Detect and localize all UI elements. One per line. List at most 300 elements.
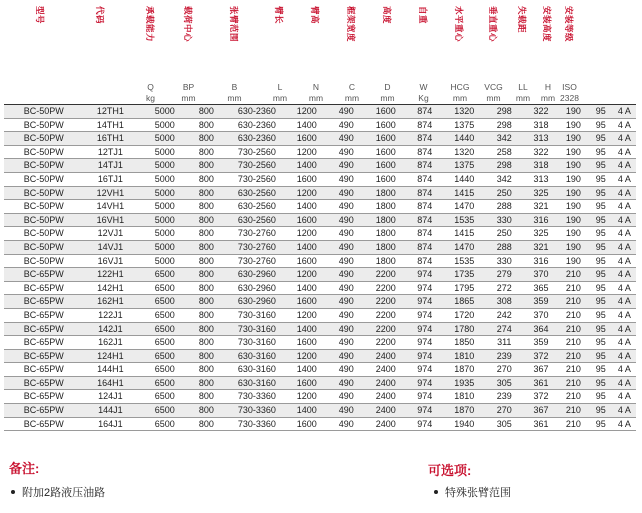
table-cell: 5000 — [143, 254, 186, 268]
column-title: 高度 — [381, 6, 392, 25]
column-symbol: BP — [182, 82, 195, 92]
column-title: 张臂范围 — [228, 6, 239, 43]
table-cell: 1470 — [444, 200, 485, 214]
table-cell: 190 — [558, 254, 589, 268]
table-cell: 122H1 — [78, 268, 144, 282]
table-cell: 630-2360 — [227, 118, 287, 132]
table-cell: 258 — [485, 145, 525, 159]
table-cell: 1415 — [444, 227, 485, 241]
table-cell: 210 — [558, 363, 589, 377]
table-cell: 361 — [524, 376, 558, 390]
table-cell: 210 — [558, 322, 589, 336]
table-cell: 800 — [186, 363, 227, 377]
table-cell: BC-65PW — [4, 336, 78, 350]
table-cell: 630-3160 — [227, 376, 287, 390]
table-cell: 874 — [406, 213, 444, 227]
table-cell: 490 — [327, 308, 367, 322]
table-cell: 874 — [406, 240, 444, 254]
table-row — [4, 322, 636, 336]
table-cell: 322 — [524, 145, 558, 159]
table-cell: 490 — [327, 118, 367, 132]
table-cell: 210 — [558, 268, 589, 282]
table-cell: 974 — [406, 295, 444, 309]
table-cell: 1800 — [366, 186, 406, 200]
table-cell: 6500 — [143, 404, 186, 418]
table-cell: 5000 — [143, 145, 186, 159]
table-cell: 95 — [589, 240, 613, 254]
table-cell: 4 A — [613, 308, 636, 322]
table-row — [4, 200, 636, 214]
column-unit: mm — [272, 93, 288, 103]
column-symbol: Q — [147, 82, 154, 92]
table-cell: 313 — [524, 132, 558, 146]
table-cell: 359 — [524, 336, 558, 350]
table-cell: 490 — [327, 404, 367, 418]
table-cell: 800 — [186, 295, 227, 309]
table-cell: 372 — [524, 349, 558, 363]
table-cell: 190 — [558, 172, 589, 186]
table-cell: 1800 — [366, 213, 406, 227]
table-cell: 974 — [406, 349, 444, 363]
table-cell: 4 A — [613, 390, 636, 404]
notes-item — [11, 484, 105, 500]
table-cell: 190 — [558, 118, 589, 132]
table-cell: 5000 — [143, 240, 186, 254]
table-cell: 800 — [186, 268, 227, 282]
table-cell: 800 — [186, 132, 227, 146]
table-cell: 1810 — [444, 349, 485, 363]
table-cell: 4 A — [613, 417, 636, 431]
table-cell: 1320 — [444, 145, 485, 159]
table-row — [4, 268, 636, 282]
table-cell: 730-3360 — [227, 390, 287, 404]
table-cell: BC-50PW — [4, 254, 78, 268]
table-cell: 272 — [485, 281, 525, 295]
table-cell: 95 — [589, 200, 613, 214]
table-row — [4, 363, 636, 377]
table-cell: 95 — [589, 172, 613, 186]
column-title: 安装高度 — [542, 6, 552, 43]
table-cell: 490 — [327, 349, 367, 363]
table-cell: 4 A — [613, 336, 636, 350]
table-cell: 364 — [524, 322, 558, 336]
table-cell: 250 — [485, 186, 525, 200]
table-cell: 630-2560 — [227, 186, 287, 200]
table-cell: 2400 — [366, 417, 406, 431]
table-cell: 16VJ1 — [78, 254, 144, 268]
table-cell: 800 — [186, 349, 227, 363]
table-cell: 1200 — [287, 268, 327, 282]
table-cell: 14VH1 — [78, 200, 144, 214]
table-cell: 490 — [327, 281, 367, 295]
table-cell: 800 — [186, 417, 227, 431]
column-symbol: N — [312, 82, 320, 92]
table-cell: 730-2760 — [227, 254, 287, 268]
table-cell: 313 — [524, 172, 558, 186]
table-cell: 305 — [485, 417, 525, 431]
table-cell: 800 — [186, 308, 227, 322]
table-cell: 5000 — [143, 213, 186, 227]
table-cell: 974 — [406, 268, 444, 282]
table-cell: 210 — [558, 295, 589, 309]
table-cell: 6500 — [143, 322, 186, 336]
table-cell: 730-3160 — [227, 322, 287, 336]
table-cell: 342 — [485, 132, 525, 146]
table-cell: 1850 — [444, 336, 485, 350]
table-cell: 874 — [406, 254, 444, 268]
table-cell: 190 — [558, 105, 589, 118]
column-unit: mm — [452, 93, 468, 103]
table-cell: 800 — [186, 159, 227, 173]
table-cell: 2200 — [366, 336, 406, 350]
table-row — [4, 349, 636, 363]
table-cell: 239 — [485, 349, 525, 363]
table-cell: 1600 — [287, 132, 327, 146]
table-cell: 1600 — [366, 159, 406, 173]
table-cell: 5000 — [143, 132, 186, 146]
table-cell: 800 — [186, 322, 227, 336]
table-row — [4, 145, 636, 159]
table-cell: 1400 — [287, 404, 327, 418]
options-item-text: 特殊张臂范围 — [445, 487, 511, 499]
table-cell: 490 — [327, 417, 367, 431]
table-cell: 325 — [524, 186, 558, 200]
table-cell: 874 — [406, 186, 444, 200]
table-row — [4, 186, 636, 200]
table-cell: 1800 — [366, 240, 406, 254]
table-cell: 630-2560 — [227, 213, 287, 227]
column-titles — [0, 0, 642, 80]
table-cell: 372 — [524, 390, 558, 404]
table-cell: 800 — [186, 145, 227, 159]
table-cell: 1735 — [444, 268, 485, 282]
table-cell: 6500 — [143, 336, 186, 350]
table-cell: BC-50PW — [4, 159, 78, 173]
table-cell: 95 — [589, 213, 613, 227]
table-cell: 210 — [558, 281, 589, 295]
table-cell: 4 A — [613, 105, 636, 118]
table-cell: 6500 — [143, 308, 186, 322]
table-cell: 1600 — [366, 172, 406, 186]
column-unit: 2328 — [560, 93, 579, 103]
table-cell: 210 — [558, 417, 589, 431]
table-cell: 4 A — [613, 186, 636, 200]
table-cell: 142H1 — [78, 281, 144, 295]
table-cell: 490 — [327, 159, 367, 173]
table-cell: 490 — [327, 172, 367, 186]
table-cell: 974 — [406, 281, 444, 295]
table-cell: 1600 — [287, 172, 327, 186]
table-cell: 5000 — [143, 118, 186, 132]
column-unit: mm — [540, 93, 556, 103]
table-cell: 730-3360 — [227, 404, 287, 418]
table-cell: 4 A — [613, 281, 636, 295]
table-cell: 298 — [485, 105, 525, 118]
table-cell: 95 — [589, 105, 613, 118]
table-cell: 974 — [406, 417, 444, 431]
table-cell: 190 — [558, 145, 589, 159]
table-cell: 6500 — [143, 295, 186, 309]
table-cell: BC-50PW — [4, 118, 78, 132]
table-cell: 1400 — [287, 240, 327, 254]
table-cell: 490 — [327, 376, 367, 390]
table-cell: 2400 — [366, 349, 406, 363]
table-cell: 974 — [406, 404, 444, 418]
table-cell: 1200 — [287, 105, 327, 118]
table-cell: 2200 — [366, 281, 406, 295]
table-cell: 490 — [327, 132, 367, 146]
table-cell: 210 — [558, 336, 589, 350]
table-row — [4, 105, 636, 118]
table-cell: 730-3360 — [227, 417, 287, 431]
column-symbol: LL — [518, 82, 528, 92]
table-cell: 1375 — [444, 159, 485, 173]
table-cell: 1795 — [444, 281, 485, 295]
table-cell: 1810 — [444, 390, 485, 404]
table-cell: 800 — [186, 172, 227, 186]
table-row — [4, 159, 636, 173]
table-cell: 242 — [485, 308, 525, 322]
table-cell: 874 — [406, 227, 444, 241]
table-cell: 874 — [406, 105, 444, 118]
table-row — [4, 118, 636, 132]
table-cell: BC-50PW — [4, 240, 78, 254]
table-cell: 2200 — [366, 308, 406, 322]
table-cell: 4 A — [613, 118, 636, 132]
table-cell: 1870 — [444, 404, 485, 418]
table-cell: 95 — [589, 404, 613, 418]
table-cell: 6500 — [143, 417, 186, 431]
table-cell: 250 — [485, 227, 525, 241]
table-cell: 2200 — [366, 322, 406, 336]
table-cell: 5000 — [143, 186, 186, 200]
table-cell: 359 — [524, 295, 558, 309]
table-cell: 800 — [186, 186, 227, 200]
bullet-icon — [11, 490, 15, 494]
table-row — [4, 376, 636, 390]
table-cell: BC-50PW — [4, 200, 78, 214]
table-cell: 190 — [558, 200, 589, 214]
table-cell: BC-65PW — [4, 417, 78, 431]
table-cell: 305 — [485, 376, 525, 390]
table-cell: BC-50PW — [4, 145, 78, 159]
table-cell: 1400 — [287, 118, 327, 132]
table-cell: 1400 — [287, 322, 327, 336]
table-cell: 124H1 — [78, 349, 144, 363]
table-cell: 974 — [406, 308, 444, 322]
table-cell: 316 — [524, 254, 558, 268]
column-unit: mm — [344, 93, 360, 103]
table-cell: 630-2360 — [227, 132, 287, 146]
table-cell: 239 — [485, 390, 525, 404]
table-cell: 4 A — [613, 254, 636, 268]
table-cell: BC-65PW — [4, 349, 78, 363]
table-cell: 490 — [327, 227, 367, 241]
table-cell: 4 A — [613, 363, 636, 377]
table-row — [4, 417, 636, 431]
table-cell: 1440 — [444, 172, 485, 186]
table-cell: 190 — [558, 159, 589, 173]
column-title: 承载能力 — [144, 6, 155, 43]
table-cell: 974 — [406, 363, 444, 377]
table-cell: BC-50PW — [4, 186, 78, 200]
table-cell: 1600 — [287, 417, 327, 431]
table-cell: 4 A — [613, 200, 636, 214]
column-symbol: D — [384, 82, 391, 92]
table-cell: 800 — [186, 254, 227, 268]
table-cell: 874 — [406, 118, 444, 132]
table-cell: 4 A — [613, 322, 636, 336]
column-unit: mm — [227, 93, 242, 103]
table-cell: 1600 — [366, 132, 406, 146]
column-unit: mm — [486, 93, 501, 103]
column-title: 臂长 — [274, 6, 284, 25]
table-cell: 1600 — [287, 376, 327, 390]
table-cell: 800 — [186, 200, 227, 214]
table-cell: BC-50PW — [4, 132, 78, 146]
column-symbol: B — [231, 82, 238, 92]
table-cell: 162H1 — [78, 295, 144, 309]
column-title: 失载距 — [517, 6, 527, 34]
table-cell: BC-65PW — [4, 390, 78, 404]
table-cell: 5000 — [143, 200, 186, 214]
table-cell: 122J1 — [78, 308, 144, 322]
table-cell: 4 A — [613, 145, 636, 159]
table-cell: 800 — [186, 240, 227, 254]
table-cell: 95 — [589, 363, 613, 377]
table-cell: 1865 — [444, 295, 485, 309]
table-cell: 95 — [589, 254, 613, 268]
table-cell: BC-65PW — [4, 281, 78, 295]
column-unit: mm — [380, 93, 395, 103]
column-title: 型号 — [34, 6, 45, 25]
table-row — [4, 404, 636, 418]
table-cell: 1600 — [287, 213, 327, 227]
table-cell: 321 — [524, 200, 558, 214]
column-symbol: ISO — [562, 82, 577, 92]
table-cell: 4 A — [613, 159, 636, 173]
column-unit: kg — [146, 93, 155, 103]
table-cell: 1600 — [287, 295, 327, 309]
table-row — [4, 213, 636, 227]
table-cell: 1800 — [366, 254, 406, 268]
table-cell: 730-2760 — [227, 240, 287, 254]
table-cell: 800 — [186, 376, 227, 390]
column-symbol: VCG — [484, 82, 503, 92]
table-cell: 270 — [485, 404, 525, 418]
table-cell: 367 — [524, 363, 558, 377]
table-row — [4, 281, 636, 295]
table-row — [4, 227, 636, 241]
table-cell: 210 — [558, 376, 589, 390]
table-cell: 630-3160 — [227, 363, 287, 377]
table-cell: 6500 — [143, 376, 186, 390]
table-cell: 95 — [589, 295, 613, 309]
table-cell: 2200 — [366, 295, 406, 309]
table-cell: 874 — [406, 145, 444, 159]
table-cell: 16TH1 — [78, 132, 144, 146]
table-cell: 311 — [485, 336, 525, 350]
table-row — [4, 336, 636, 350]
table-cell: 370 — [524, 268, 558, 282]
table-cell: 490 — [327, 390, 367, 404]
table-cell: 370 — [524, 308, 558, 322]
table-cell: 342 — [485, 172, 525, 186]
column-unit: mm — [181, 93, 196, 103]
table-cell: 1535 — [444, 213, 485, 227]
table-cell: 95 — [589, 132, 613, 146]
table-cell: 730-2560 — [227, 159, 287, 173]
table-row — [4, 254, 636, 268]
table-cell: 14TH1 — [78, 118, 144, 132]
table-cell: 210 — [558, 390, 589, 404]
table-cell: BC-65PW — [4, 268, 78, 282]
table-cell: 288 — [485, 200, 525, 214]
column-unit: mm — [308, 93, 324, 103]
table-cell: 12TJ1 — [78, 145, 144, 159]
table-cell: 874 — [406, 132, 444, 146]
table-cell: BC-65PW — [4, 404, 78, 418]
table-cell: 288 — [485, 240, 525, 254]
table-cell: BC-65PW — [4, 322, 78, 336]
table-cell: 4 A — [613, 404, 636, 418]
column-symbol: H — [544, 82, 552, 92]
table-row — [4, 172, 636, 186]
table-cell: 190 — [558, 186, 589, 200]
table-cell: 95 — [589, 390, 613, 404]
table-cell: 95 — [589, 227, 613, 241]
column-title: 自重 — [417, 6, 428, 25]
table-cell: 4 A — [613, 376, 636, 390]
column-title: 框架宽度 — [346, 6, 356, 43]
table-cell: 1415 — [444, 186, 485, 200]
table-cell: 1935 — [444, 376, 485, 390]
table-cell: 1375 — [444, 118, 485, 132]
table-cell: 630-2960 — [227, 295, 287, 309]
table-row — [4, 308, 636, 322]
table-cell: 1320 — [444, 105, 485, 118]
table-cell: 330 — [485, 213, 525, 227]
notes-title: 备注: — [9, 461, 40, 476]
table-cell: 630-2960 — [227, 268, 287, 282]
table-cell: 1200 — [287, 145, 327, 159]
table-cell: 1600 — [287, 336, 327, 350]
table-cell: 5000 — [143, 105, 186, 118]
table-cell: 490 — [327, 213, 367, 227]
table-cell: 321 — [524, 240, 558, 254]
table-cell: BC-50PW — [4, 105, 78, 118]
table-cell: 210 — [558, 308, 589, 322]
table-cell: 4 A — [613, 172, 636, 186]
column-title: 臂高 — [310, 6, 320, 25]
table-cell: 95 — [589, 322, 613, 336]
table-cell: 800 — [186, 336, 227, 350]
table-cell: 298 — [485, 159, 525, 173]
table-cell: 1400 — [287, 159, 327, 173]
table-cell: 974 — [406, 376, 444, 390]
table-cell: 318 — [524, 118, 558, 132]
table-cell: 490 — [327, 295, 367, 309]
table-cell: 4 A — [613, 240, 636, 254]
table-cell: 1600 — [366, 105, 406, 118]
table-cell: 322 — [524, 105, 558, 118]
table-cell: 2400 — [366, 404, 406, 418]
table-cell: 5000 — [143, 159, 186, 173]
table-cell: 800 — [186, 118, 227, 132]
column-title: 代码 — [95, 6, 105, 25]
table-cell: 1600 — [366, 118, 406, 132]
table-cell: 490 — [327, 322, 367, 336]
